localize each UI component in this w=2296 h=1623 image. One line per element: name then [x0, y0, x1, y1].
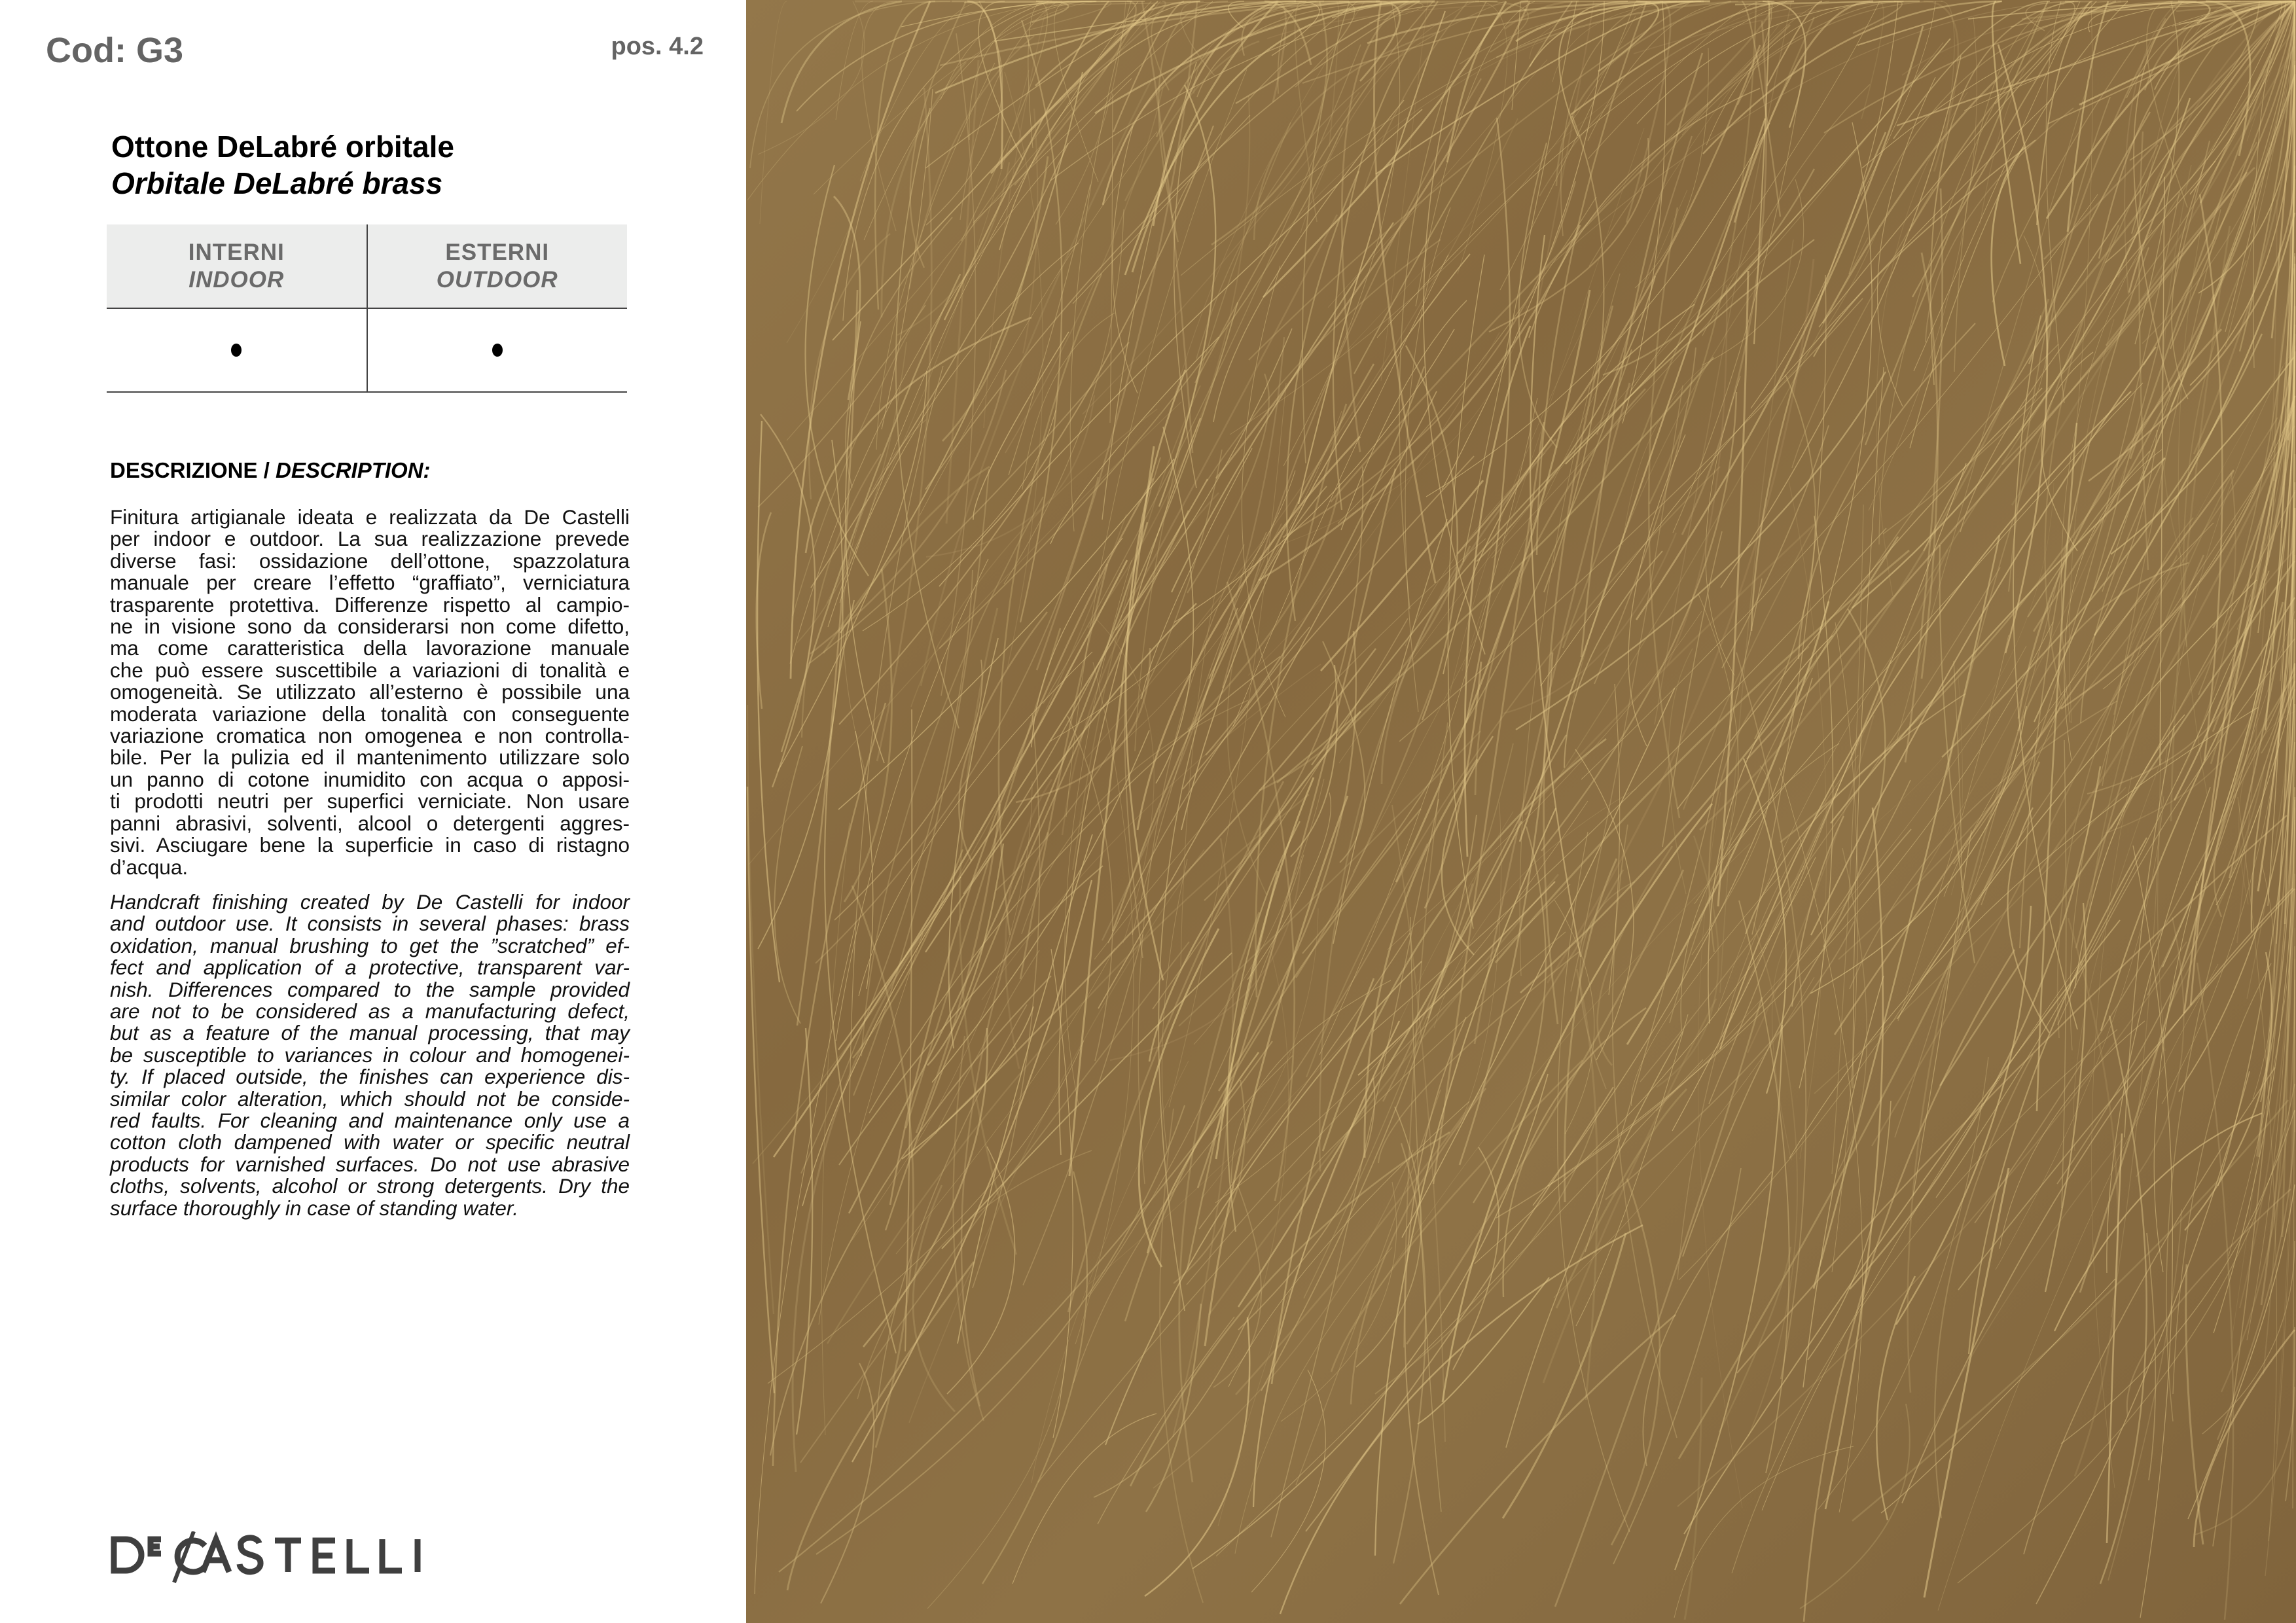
scratch-line	[747, 787, 774, 1393]
scratch-line	[1823, 1, 2116, 323]
scratch-line	[882, 62, 966, 317]
description-line: similar color alteration, which should not be conside-	[110, 1086, 630, 1111]
scratch-line	[1475, 857, 1816, 1264]
product-title	[111, 128, 454, 202]
scratch-line	[1698, 792, 1742, 1508]
scratch-line	[1876, 92, 1967, 596]
scratch-line	[1555, 997, 1762, 1607]
scratch-line	[1897, 580, 2257, 1019]
scratch-line	[1281, 1182, 1397, 1421]
scratch-line	[1944, 523, 2214, 897]
scratch-line	[2024, 1067, 2275, 1554]
scratch-line	[1662, 531, 1722, 847]
scratch-line	[1473, 827, 1546, 1203]
scratch-line	[1249, 1, 1691, 360]
scratch-line	[963, 302, 1238, 894]
scratch-line	[927, 1337, 1067, 1609]
description-line: moderata variazione della tonalità con conseguente	[110, 702, 630, 726]
bullet-indoor-available	[231, 344, 242, 357]
scratch-line	[1938, 964, 2218, 1611]
description-english	[110, 891, 630, 1219]
title-english: Orbitale DeLabré brass	[111, 166, 443, 200]
scratch-line	[758, 1, 865, 154]
column-label-it: INTERNI	[188, 239, 285, 265]
scratch-line	[1908, 723, 2021, 1393]
scratch-line	[1396, 290, 1590, 882]
scratch-line	[2044, 1, 2295, 259]
scratch-line	[982, 1171, 1087, 1584]
scratch-line	[1954, 1, 2078, 372]
scratch-line	[1722, 425, 1829, 668]
column-label-en: INDOOR	[188, 266, 285, 293]
scratch-line	[1466, 118, 1510, 722]
scratch-line	[1051, 949, 1073, 1438]
scratch-line	[1857, 1, 2001, 45]
scratch-line	[2107, 1133, 2122, 1543]
scratch-line	[1792, 188, 1933, 468]
scratch-line	[2133, 846, 2172, 1618]
scratch-line	[1073, 1056, 1293, 1383]
description-line: omogeneità. Se utilizzato all’esterno è possibile una	[110, 680, 630, 704]
description-line: Finitura artigianale ideata e realizzata da De Castelli	[110, 505, 630, 529]
scratch-line	[2123, 348, 2295, 664]
scratch-line	[1804, 950, 2015, 1622]
scratch-line	[1751, 132, 1886, 631]
scratch-line	[1418, 1277, 1549, 1424]
scratch-line	[797, 290, 857, 1026]
scratch-line	[1475, 389, 1645, 795]
description-line: variazione cromatica non omogenea e non controlla-	[110, 724, 630, 748]
scratch-line	[1013, 1414, 1157, 1584]
scratch-line	[1263, 1, 1506, 297]
scratch-line	[1213, 1184, 1261, 1387]
column-label-it: ESTERNI	[445, 239, 550, 265]
scratch-line	[791, 1, 930, 679]
scratch-line	[840, 1, 1138, 603]
scratch-line	[2198, 65, 2295, 293]
description-line: Handcraft finishing created by De Castelli for indoor	[110, 890, 630, 914]
description-line: are not to be considered as a manufacturing defect,	[110, 999, 630, 1024]
indoor-cell	[107, 309, 368, 391]
scratch-line	[1628, 435, 1685, 746]
scratch-line	[1700, 299, 2049, 830]
description-line: fect and application of a protective, transparent var-	[110, 955, 630, 980]
scratch-line	[1453, 1147, 1499, 1370]
description-line: d’acqua.	[110, 855, 188, 879]
description-line: un panno di cotone inumidito con acqua o apposi-	[110, 767, 630, 791]
scratch-line	[2194, 1330, 2295, 1547]
description-line: oxidation, manual brushing to get the ”scratched” ef-	[110, 933, 630, 957]
scratch-line	[1302, 1, 1670, 83]
description-line: per indoor e outdoor. La sua realizzazione prevede	[110, 527, 630, 551]
scratch-line	[1187, 884, 1570, 1285]
description-line: bile. Per la pulizia ed il mantenimento utilizzare solo	[110, 745, 630, 770]
scratch-line	[1216, 1060, 1703, 1556]
description-line: red faults. For cleaning and maintenance only use a	[110, 1109, 630, 1133]
scratch-line	[758, 305, 925, 507]
scratch-line	[2144, 1, 2295, 365]
bullet-outdoor-available	[492, 344, 503, 357]
scratch-line	[1563, 17, 1814, 648]
scratch-line	[760, 1, 787, 224]
description-line: trasparente protettiva. Differenze rispetto al campio-	[110, 592, 630, 616]
scratch-line	[790, 79, 1132, 664]
scratch-line	[1803, 976, 1884, 1387]
scratch-line	[1131, 215, 1337, 600]
column-label-en: OUTDOOR	[436, 266, 558, 293]
description-heading-en: DESCRIPTION:	[276, 458, 431, 482]
usage-table-header	[107, 224, 627, 309]
scratch-line	[1613, 1168, 1741, 1564]
scratch-line	[797, 1028, 812, 1435]
scratch-line	[1447, 1, 1528, 162]
description-line: ti prodotti neutri per superfici verniciate. Non usare	[110, 789, 630, 813]
scratch-line	[2079, 1, 2295, 105]
scratch-line	[1181, 535, 1229, 967]
scratch-line	[1924, 1, 1958, 171]
scratch-line	[787, 1262, 974, 1590]
product-code: Cod: G3	[46, 31, 183, 70]
description-line: che può essere suscettibile a variazioni di tonalità e	[110, 658, 630, 682]
scratch-line	[1585, 579, 1762, 1252]
scratch-line	[1306, 467, 1720, 1077]
description-line: be susceptible to variances in colour and homogenei-	[110, 1043, 630, 1067]
scratch-line	[1216, 1, 1530, 478]
scratch-line	[1496, 780, 1910, 1218]
scratch-line	[1105, 961, 1422, 1445]
scratch-line	[781, 1, 902, 123]
scratch-line	[1295, 1, 1317, 222]
brass-finish-swatch	[746, 0, 2296, 1623]
outdoor-cell	[368, 309, 628, 391]
scratch-line	[1351, 1088, 1486, 1404]
scratch-line	[1732, 1029, 2117, 1573]
scratch-line	[1242, 266, 1285, 717]
column-indoor	[107, 224, 368, 308]
scratch-line	[1674, 1446, 1854, 1618]
scratch-line	[1299, 11, 1445, 504]
scratch-line	[1381, 1, 1427, 381]
scratch-line	[1559, 1, 1628, 136]
scratch-line	[1924, 1139, 2123, 1446]
scratch-line	[1554, 977, 1814, 1298]
description-heading	[110, 458, 431, 483]
scratch-line	[1382, 439, 1556, 784]
description-line: manuale per creare l’effetto “graffiato”, verniciatura	[110, 571, 630, 595]
description-line: ne in visione sono da considerarsi non come difetto,	[110, 615, 630, 639]
description-line: nish. Differences compared to the sample provided	[110, 977, 630, 1001]
column-outdoor	[368, 224, 628, 308]
scratch-line	[1998, 45, 2047, 653]
scratch-line	[1516, 372, 1886, 730]
scratch-line	[1009, 185, 1090, 475]
scratch-line	[1256, 952, 1289, 1314]
scratch-line	[2061, 1110, 2295, 1444]
scratch-line	[960, 608, 1016, 1255]
scratch-line	[1718, 271, 1748, 906]
description-line: cotton cloth dampened with water or specific neutral	[110, 1130, 630, 1154]
description-heading-it: DESCRIZIONE /	[110, 458, 276, 482]
usage-table-row	[107, 309, 627, 393]
scratch-line	[1503, 1008, 1646, 1297]
scratch-line	[1179, 731, 1480, 1026]
scratch-line	[1611, 1179, 1660, 1545]
scratch-line	[1924, 1168, 2009, 1597]
description-line: but as a feature of the manual processing, that may	[110, 1021, 630, 1045]
scratch-line	[1969, 838, 2147, 1354]
description-line: products for varnished surfaces. Do not use abrasive	[110, 1152, 630, 1176]
description-line: ty. If placed outside, the finishes can experience dis-	[110, 1065, 630, 1089]
scratch-line	[1643, 1171, 1772, 1466]
scratch-line	[836, 1, 873, 120]
description-line: diverse fasi: ossidazione dell’ottone, spazzolatura	[110, 548, 630, 573]
scratch-line	[1115, 329, 1292, 630]
scratch-line	[1005, 779, 1052, 1069]
description-line: and outdoor use. It consists in several phases: brass	[110, 912, 630, 936]
scratch-line	[852, 885, 914, 1448]
description-italian	[110, 507, 630, 878]
usage-table	[107, 224, 627, 393]
description-line: sivi. Asciugare bene la superficie in caso di ristagno	[110, 833, 630, 857]
scratch-line	[1458, 45, 1760, 554]
scratch-line	[825, 600, 896, 1353]
scratch-line	[750, 1, 950, 168]
scratch-line	[1342, 1, 1414, 452]
scratch-line	[1022, 313, 1115, 490]
scratch-line	[1271, 799, 1439, 1537]
scratch-line	[1896, 906, 2031, 1325]
scratch-line	[2036, 1071, 2250, 1604]
scratch-line	[2000, 1021, 2145, 1249]
description-line: cloths, solvents, alcohol or strong detergents. Dry the	[110, 1174, 630, 1198]
description-line: panni abrasivi, solventi, alcool o detergenti aggres-	[110, 811, 630, 835]
scratch-line	[850, 366, 943, 1113]
scratch-line	[747, 705, 774, 1314]
scratch-line	[1139, 929, 1219, 1267]
scratch-line	[797, 1, 1096, 111]
scratch-line	[910, 649, 1376, 1158]
description-line: ma come caratteristica della lavorazione manuale	[110, 636, 630, 660]
scratch-line	[1520, 274, 1620, 976]
title-italian: Ottone DeLabré orbitale	[111, 130, 454, 164]
scratch-line	[1877, 77, 1935, 406]
scratch-line	[1251, 1370, 1325, 1592]
scratch-line	[1566, 39, 1950, 464]
scratched-texture	[746, 0, 2296, 1623]
scratch-line	[2206, 1, 2250, 156]
scratch-line	[800, 942, 1189, 1463]
scratch-line	[1861, 1, 1884, 119]
scratch-line	[1512, 1, 1520, 110]
description-line: surface thoroughly in case of standing water.	[110, 1196, 518, 1220]
decastelli-logo	[110, 1531, 424, 1584]
position-label: pos. 4.2	[611, 33, 704, 60]
scratch-line	[1465, 326, 1530, 857]
scratch-line	[1564, 551, 1662, 768]
scratch-line	[1287, 171, 1359, 621]
